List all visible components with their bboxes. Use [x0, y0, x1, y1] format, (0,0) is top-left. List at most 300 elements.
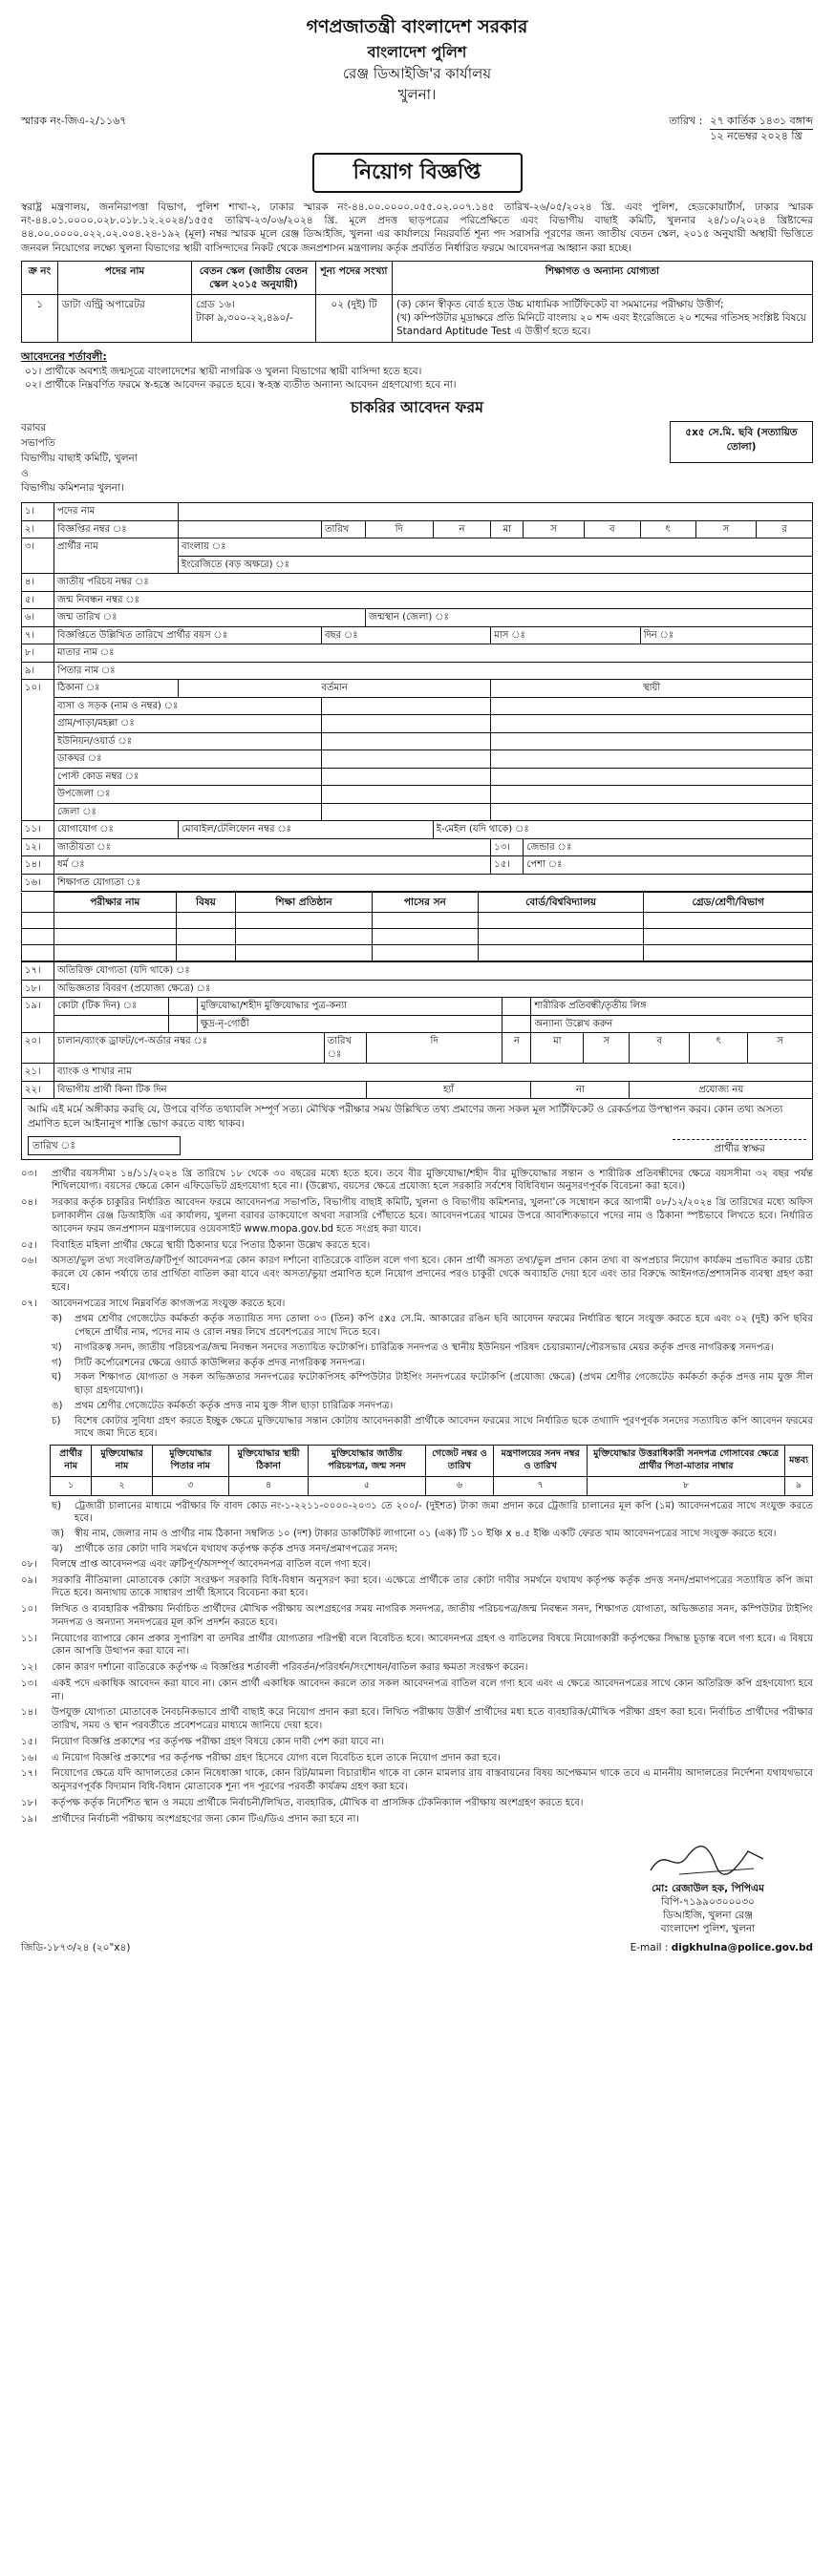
conditions-head: আবেদনের শর্তাবলী: — [21, 349, 107, 363]
form-row — [22, 697, 813, 715]
row-label: ইউনিয়ন/ওয়ার্ড ঃ — [54, 732, 322, 750]
ff-cell: ৭ — [494, 1476, 588, 1495]
edu-cell[interactable] — [644, 913, 813, 929]
note-item — [21, 1574, 813, 1601]
form-field[interactable] — [322, 803, 491, 821]
gd-number: জিডি-১৮৭৩/২৪ (২০"x৪) — [21, 1942, 131, 1954]
education-table — [21, 892, 813, 961]
form-row — [22, 980, 813, 998]
row-label: পদের নাম — [54, 503, 179, 521]
note-num: ১২। — [21, 1662, 37, 1674]
note-item — [21, 1661, 813, 1675]
note-item — [21, 1168, 813, 1194]
note-num: ১৫। — [21, 1736, 37, 1747]
note-num: ০৬। — [21, 1256, 37, 1267]
edu-cell[interactable] — [644, 945, 813, 961]
date-cell[interactable]: স — [524, 520, 585, 538]
form-row — [22, 998, 813, 1016]
application-form-table — [21, 502, 813, 892]
note-text: অসত্য/ভুল তথ্য সংবলিত/ত্রুটিপূর্ণ আবেদনপত্র কোন কারণ দর্শানো ব্যতিরেকে বাতিল বলে গণ্য হবে। কোন প্রার্থী অসত্য তথ্য/ভুল প্রদান কোন তথ্য বা অপপ্রচার নিয়োগ কার্যক্রম প্রভাবিত করার চেষ্টা করলে যে কোন পর্যায়ে তার প্রার্থিতা বাতিল করা যাবে এবং অসত্য/ভুয়া প্রমাণিত হলে নিয়োগ প্রদানের পরও চাকুরী থেকে অব্যাহতি দেয়া হবে এবং তার বিরুদ্ধে আইনগত/প্রশাসনিক ব্যবস্থা গ্রহণ করা হবে। — [52, 1256, 813, 1293]
post-table — [21, 261, 813, 343]
note-text: নিয়োগ বিজ্ঞপ্তি প্রকাশের পর কর্তৃপক্ষ পরীক্ষা গ্রহণ বিষয়ে কোন দাবী পেশ করা যাবে না। — [52, 1736, 384, 1747]
bank-field[interactable]: ব্যাংক ও শাখার নাম — [54, 1064, 813, 1082]
form-field[interactable] — [491, 768, 813, 786]
note-text: কোন কারণ দর্শানো ব্যতিরেকে কর্তৃপক্ষ এ বিজ্ঞপ্তির শর্তাবলী পরিবর্তন/পরিবর্ধন/সংশোধন/বাতিল করার ক্ষমতা সংরক্ষণ করেন। — [52, 1662, 528, 1674]
table-row — [22, 945, 813, 961]
edu-cell[interactable] — [54, 913, 177, 929]
subnote-text: স্বীয় নাম, জেলার নাম ও প্রার্থীর নাম ঠিকানা সম্বলিত ১০ (দশ) টাকার ডাকটিকিট লাগানো ০১ (এক) টি ১০ ইঞ্চি x ৪.৫ ইঞ্চি একটি ফেরত খাম আবেদনপত্রের সাথে সংযুক্ত করতে হবে। — [75, 1529, 777, 1540]
form-row — [22, 838, 813, 856]
note-text: একই পদে একাধিক আবেদন করা যাবে না। কোন প্রার্থী একাধিক আবেদন করলে তার সকল আবেদনপত্র বাতিল বলে গণ্য হবে এবং এ ক্ষেত্রে আবেদনপত্রের সাথে কোন অতিরিক্ত কপি গ্রহণযোগ্য হবে না। — [52, 1678, 813, 1702]
note-text: সরকার কর্তৃক চাকুরির নির্ধারিত আবেদন ফরমে আবেদনপত্র সভাপতি, বিভাগীয় বাছাই কমিটি, খুলনা ও বিভাগীয় কমিশনার, খুলনা'কে সম্বোধন করে আগামী ০৮/১২/২০২৪ খ্রি তারিখের মধ্যে অফিস চলাকালীন রেঞ্জ ডিআইজি এর কার্যালয়, খুলনা বরাবর ডাকযোগে অথবা সরাসরি পৌঁছাতে হবে। আবেদনপত্রের খামের উপরে আবশ্যিকভাবে পদের নাম ও ঠিকানা স্পষ্টভাবে লিখতে হবে। নির্ধারিত আবেদন ফরম জনপ্রশাসন মন্ত্রণালয়ের ওয়েবসাইট www.mopa.gov.bd হতে সংগ্রহ করা যাবে। — [52, 1197, 814, 1235]
form-row — [22, 715, 813, 733]
ff-col: মুক্তিযোদ্ধার স্থায়ী ঠিকানা — [228, 1446, 308, 1477]
ff-cell: ৩ — [152, 1476, 228, 1495]
row-label — [54, 1015, 169, 1033]
date-cell[interactable]: মা — [491, 520, 524, 538]
govt-name: গণপ্রজাতন্ত্রী বাংলাদেশ সরকার — [306, 16, 528, 37]
row-num: ১৬। — [22, 874, 54, 892]
row-label: প্রার্থীর নাম — [54, 538, 179, 574]
quota-check[interactable] — [503, 1015, 531, 1033]
form-row — [22, 768, 813, 786]
row-num: ৭। — [22, 626, 54, 644]
note-num: ১০। — [21, 1604, 37, 1615]
ff-col: প্রার্থীর নাম — [51, 1446, 92, 1477]
form-row — [22, 644, 813, 663]
note-num: ০৫। — [21, 1239, 37, 1251]
col-sl: ক্র নং — [22, 261, 58, 294]
row-num: ১৮। — [22, 980, 54, 998]
row-num — [22, 945, 54, 961]
note-num: ১৩। — [21, 1678, 37, 1689]
quota-option: মুক্তিযোদ্ধা/শহীদ মুক্তিযোদ্ধার পুত্র-কন্যা — [198, 998, 503, 1016]
row-label[interactable]: মাতার নাম ঃ — [54, 644, 813, 663]
col-post: পদের নাম — [58, 261, 192, 294]
form-field[interactable] — [491, 715, 813, 733]
row-label: বিভাগীয় প্রার্থী কিনা টিক দিন — [54, 1081, 367, 1099]
challan-field[interactable]: চালান/ব্যাংক ড্রাফট/পে-অর্ডার নম্বর ঃ — [54, 1033, 325, 1064]
subnote-text: নাগরিকত্ব সনদ, জাতীয় পরিচয়পত্র/জন্ম নিবন্ধন সনদের সত্যায়িত ফটোকপি। চারিত্রিক সনদপত্র ও স্থানীয় ইউনিয়ন পরিষদ চেয়ারম্যান/পৌরসভার মেয়র কর্তৃক প্রদত্ত নাগরিকত্ব সনদপত্র। — [75, 1341, 774, 1353]
row-num: ১৯। — [22, 998, 54, 1033]
post-grade: গ্রেড ১৬। — [196, 299, 235, 311]
row-label: ডাকঘর ঃ — [54, 750, 322, 769]
edu-cell[interactable] — [236, 913, 373, 929]
date-cell[interactable]: র — [757, 520, 813, 538]
form-row — [22, 503, 813, 521]
row-label: তারিখ ঃ — [324, 1033, 366, 1064]
ff-col: মুক্তিযোদ্ধার নাম — [92, 1446, 153, 1477]
edu-cell[interactable] — [176, 929, 235, 945]
form-address-row — [21, 421, 813, 496]
row-num: ১৩। — [491, 838, 524, 856]
post-qualification — [393, 295, 813, 343]
subnote-text: সিটি কর্পোরেশনের ক্ষেত্রে ওয়ার্ড কাউন্সিলর কর্তৃক প্রদত্ত নাগরিকত্ব সনদপত্র। — [75, 1357, 365, 1368]
application-form-table-2 — [21, 961, 813, 1099]
form-row — [22, 856, 813, 875]
edu-cell[interactable] — [478, 913, 644, 929]
option-not-applicable[interactable]: প্রযোজ্য নয় — [630, 1081, 813, 1099]
signatory-name: মো: রেজাউল হক, পিপিএম — [652, 1882, 764, 1894]
form-row — [22, 520, 813, 538]
row-num — [22, 913, 54, 929]
subnote-num: ঙ) — [52, 1400, 63, 1411]
subnote-item — [21, 1415, 813, 1442]
row-num: ৮। — [22, 644, 54, 663]
row-label: বাসা ও সড়ক (নাম ও নম্বর) ঃ — [54, 697, 322, 715]
subnote-item — [21, 1543, 813, 1556]
post-sl: ১ — [22, 295, 58, 343]
form-row — [22, 874, 813, 892]
edu-cell[interactable] — [236, 945, 373, 961]
form-field[interactable] — [322, 768, 491, 786]
note-item — [21, 1196, 813, 1235]
quota-option: অন্যান্য উল্লেখ করুন — [531, 1015, 813, 1033]
ff-cell: ১ — [51, 1476, 92, 1495]
row-label[interactable]: পিতার নাম ঃ — [54, 662, 813, 680]
address-present-head: বর্তমান — [179, 680, 491, 698]
addr-line: বিভাগীয় বাছাই কমিটি, খুলনা — [21, 452, 138, 464]
note-num: ১১। — [21, 1633, 37, 1644]
row-label: তারিখ — [322, 520, 366, 538]
date-english: ১২ নভেম্বর ২০২৪ খ্রি — [710, 129, 802, 142]
form-title: চাকরির আবেদন ফরম — [350, 397, 484, 416]
date-cell[interactable]: দি — [366, 520, 434, 538]
row-num: ১৭। — [22, 962, 54, 981]
signatory-designation: ডিআইজি, খুলনা রেঞ্জ — [663, 1909, 753, 1921]
row-num: ২১। — [22, 1064, 54, 1082]
table-row — [22, 913, 813, 929]
row-num: ২। — [22, 520, 54, 538]
ff-col: মুক্তিযোদ্ধার উত্তরাধিকারী সনদপত্র গোসাবের ক্ষেত্রে প্রার্থীর পিতা-মাতার নাম্বার — [588, 1446, 785, 1477]
age-year[interactable]: বছর ঃ — [322, 626, 491, 644]
note-text: সরকারি নীতিমালা মোতাবেক কোটা সংরক্ষণ সরকারি বিধি-বিধান অনুসরণ করা হবে। এক্ষেত্রে প্রার্থীকে তার কোটা দাবীর সমর্থনে যথাযথ কর্তৃপক্ষ কর্তৃক প্রদত্ত সনদ/প্রমাণপত্রের সত্যায়িত কপি জমা দিতে হবে। অন্যথায় তাকে সাধারণ প্রার্থী হিসাবে বিবেচনা করা হবে। — [52, 1574, 813, 1599]
addr-line: ও — [21, 467, 29, 479]
quota-option: শারীরিক প্রতিবন্ধী/তৃতীয় লিঙ্গ — [531, 998, 813, 1016]
form-address — [21, 421, 138, 496]
religion-field[interactable]: ধর্ম ঃ — [54, 856, 491, 875]
ff-cell: ৪ — [228, 1476, 308, 1495]
row-num — [22, 929, 54, 945]
note-item — [21, 1558, 813, 1572]
signatory — [603, 1836, 813, 1936]
option-no[interactable]: না — [531, 1081, 630, 1099]
note-item — [21, 1752, 813, 1765]
subnote-text: প্রথম শ্রেণীর গেজেটেড কর্মকর্তা কর্তৃক সত্যায়িত সদ্য তোলা ০৩ (তিন) কপি ৫x৫ সে.মি. আকারের রঙিন ছবি আবেদন ফরমের নির্ধারিত স্থানে সংযুক্ত করতে হবে এবং ০২ (দুই) কপি ছবির পেছনে প্রার্থীর নাম, পদের নাম ও রোল নম্বর লিখে প্রবেশপত্রের সাথে দিতে হবে। — [75, 1314, 813, 1339]
row-label[interactable]: জন্মস্থান (জেলা) ঃ — [366, 609, 813, 627]
form-field[interactable] — [179, 556, 813, 574]
notes-section — [21, 1168, 813, 1826]
note-text: নিয়োগের ব্যাপারে কোন প্রকার সুপারিশ বা তদবির প্রার্থীর যোগ্যতার পরিপন্থী বলে বিবেচিত হবে। আবেদনপত্র গ্রহণ ও বাতিলের বিষয়ে নিয়োগকারী কর্তৃপক্ষের সিদ্ধান্ত চূড়ান্ত বলে গণ্য হবে। এ বিষয়ে কোন আপত্তি উত্থাপন করা যাবে না। — [52, 1633, 813, 1658]
note-item — [21, 1736, 813, 1749]
age-month[interactable]: মাস ঃ — [491, 626, 640, 644]
declaration-text: আমি এই মর্মে অঙ্গীকার করছি যে, উপরে বর্ণিত তথ্যাবলি সম্পূর্ণ সত্য। মৌখিক পরীক্ষার সময় উল্লিখিত তথ্য প্রমাণের জন্য সকল মূল সার্টিফিকেট ও রেকর্ডপত্র উপস্থাপন করব। কোন তথ্য অসত্য প্রমাণিত হলে আইনানুগ শাস্তি ভোগ করতে বাধ্য থাকব। — [28, 1104, 783, 1130]
subnote-item — [21, 1357, 813, 1370]
quota-check[interactable] — [169, 998, 198, 1016]
form-row — [22, 732, 813, 750]
edu-cell[interactable] — [176, 945, 235, 961]
note-item — [21, 1797, 813, 1810]
subnote-item — [21, 1341, 813, 1355]
note-item — [21, 1678, 813, 1704]
row-label: উপজেলা ঃ — [54, 786, 322, 804]
subnote-num: ঘ) — [52, 1372, 62, 1383]
row-num: ৪। — [22, 574, 54, 592]
ff-cell: ৮ — [588, 1476, 785, 1495]
form-row — [22, 1033, 813, 1064]
form-field[interactable] — [491, 697, 813, 715]
office-location: খুলনা। — [397, 86, 437, 104]
note-text: কর্তৃপক্ষ কর্তৃক নির্দেশিত স্থান ও সময়ে প্রার্থীকে নির্বাচনী/লিখিত, ব্যবহারিক, মৌখিক বা প্রাসঙ্গিক টেকনিক্যাল পরীক্ষায় অংশগ্রহণ করতে হবে। — [52, 1798, 584, 1808]
form-row — [22, 1064, 813, 1082]
quota-check[interactable] — [503, 998, 531, 1016]
row-num: ১২। — [22, 838, 54, 856]
form-field[interactable] — [179, 538, 813, 557]
date-cell[interactable]: ৎ — [640, 520, 695, 538]
table-row — [22, 929, 813, 945]
row-label[interactable]: অতিরিক্ত যোগ্যতা (যদি থাকে) ঃ — [54, 962, 813, 981]
form-field[interactable] — [179, 520, 322, 538]
date-cell[interactable]: ন — [433, 520, 491, 538]
edu-cell[interactable] — [54, 945, 177, 961]
note-text: বিবাহিত মহিলা প্রার্থীর ক্ষেত্রে স্থায়ী ঠিকানার ঘরে পিতার ঠিকানা উল্লেখ করতে হবে। — [52, 1239, 371, 1251]
form-field[interactable] — [322, 750, 491, 769]
signatory-bp: বিপি-৭১৯৯০৩০০০৩০ — [661, 1895, 755, 1908]
form-row — [22, 1015, 813, 1033]
edu-cell[interactable] — [372, 929, 478, 945]
post-name: ডাটা এন্ট্রি অপারেটর — [58, 295, 192, 343]
form-field[interactable] — [322, 697, 491, 715]
date-cell[interactable]: মা — [531, 1033, 584, 1064]
education-header — [22, 893, 813, 913]
declaration-date[interactable]: তারিখ ঃ — [28, 1136, 181, 1155]
ff-col: মন্তব্য — [785, 1446, 813, 1477]
form-row — [22, 609, 813, 627]
signature-scribble-icon — [603, 1836, 813, 1882]
form-row — [22, 750, 813, 769]
row-num: ৩। — [22, 538, 54, 574]
ff-cell: ৫ — [309, 1476, 426, 1495]
note-item — [21, 1767, 813, 1794]
memo-date — [669, 115, 813, 144]
memo-row — [21, 115, 813, 144]
applicant-signature[interactable]: প্রার্থীর স্বাক্ষর — [673, 1139, 806, 1155]
subnote-num: জ) — [52, 1529, 65, 1540]
form-field[interactable] — [322, 715, 491, 733]
note-num: ১৮। — [21, 1798, 37, 1808]
note-text: এ নিয়োগ বিজ্ঞপ্তি প্রকাশের পর কর্তৃপক্ষ পরীক্ষা গ্রহণ হিসেবে যোগ্য বলে বিবেচিত হলে তাকে নিয়োগ প্রদান করা হবে। — [52, 1752, 502, 1763]
edu-cell[interactable] — [176, 913, 235, 929]
addr-line: সভাপতি — [21, 437, 55, 450]
row-num: ৯। — [22, 662, 54, 680]
note-num: ১৬। — [21, 1752, 37, 1763]
date-cell[interactable]: স — [695, 520, 757, 538]
subnote-num: ক) — [52, 1314, 63, 1325]
edu-cell[interactable] — [478, 929, 644, 945]
subnote-text: প্রথম শ্রেণীর গেজেটেড কর্মকর্তা কর্তৃক প্রদত্ত নাম যুক্ত সীল ছাড়া চারিত্রিক সনদপত্র। — [75, 1400, 394, 1411]
email-label: E-mail : — [630, 1942, 669, 1954]
post-table-header — [22, 261, 813, 294]
addr-line: বরাবর — [21, 422, 47, 434]
row-num: ১। — [22, 503, 54, 521]
subnote-text: ট্রেজারী চালানের মাধ্যমে পরীক্ষার ফি বাবদ কোড নং-১-২২১১-০০০০-২০৩১ তে ২০০/- (দুইশত) টাকা জমা প্রদান করে ট্রেজারি চালানের মূল কপি (১ম) আবেদনপত্রের সাথে সংযুক্ত করতে হবে। — [75, 1500, 813, 1525]
note-text: লিখিত ও ব্যবহারিক পরীক্ষায় নির্বাচিত প্রার্থীদের মৌখিক পরীক্ষায় অংশগ্রহণের সময় নাগরিক সনদপত্র, জাতীয় পরিচয়পত্র/জন্ম নিবন্ধন সনদ, শিক্ষাগত যোগ্যতা, অভিজ্ঞতার সনদ, কম্পিউটার টাইপিং সনদপত্র ও অন্যান্য সনদপত্রের মূল কপি প্রদর্শন করতে হবে। — [52, 1604, 813, 1628]
form-field[interactable] — [322, 732, 491, 750]
ff-cell: ২ — [92, 1476, 153, 1495]
edu-col: গ্রেড/শ্রেণী/বিভাগ — [644, 893, 813, 913]
option-yes[interactable]: হ্যাঁ — [366, 1081, 531, 1099]
quota-option: ক্ষুদ্র-নৃ-গোষ্ঠী — [198, 1015, 503, 1033]
declaration-footer — [28, 1136, 806, 1155]
note-num: ১৭। — [21, 1768, 37, 1780]
age-day[interactable]: দিন ঃ — [640, 626, 812, 644]
declaration-box — [21, 1099, 813, 1159]
subnote-num: ঝ) — [52, 1543, 63, 1554]
subnote-num: চ) — [52, 1415, 61, 1426]
form-field[interactable] — [322, 786, 491, 804]
form-row — [22, 803, 813, 821]
post-pay: টাকা ৯,৩০০-২২,৪৯০/- — [196, 312, 293, 325]
note-num: ১৪। — [21, 1707, 37, 1719]
date-cell[interactable]: দি — [366, 1033, 503, 1064]
freedom-fighter-table — [50, 1445, 813, 1495]
note-item — [21, 1813, 813, 1826]
form-row — [22, 591, 813, 609]
row-label[interactable]: জন্ম তারিখ ঃ — [54, 609, 366, 627]
row-label: পোস্ট কোড নম্বর ঃ — [54, 768, 322, 786]
ff-col: মুক্তিযোদ্ধার জাতীয় পরিচয়পত্র, জন্ম সনদ — [309, 1446, 426, 1477]
edu-col: শিক্ষা প্রতিষ্ঠান — [236, 893, 373, 913]
edu-col: পাসের সন — [372, 893, 478, 913]
date-cell[interactable]: স — [748, 1033, 813, 1064]
note-num: ০৭। — [21, 1298, 37, 1309]
edu-col: পরীক্ষার নাম — [54, 893, 177, 913]
edu-cell[interactable] — [236, 929, 373, 945]
form-row — [22, 786, 813, 804]
form-row — [22, 821, 813, 839]
note-text: উপযুক্ত যোগ্যতা মোতাবেক নৈবচনিকভাবে প্রার্থী বাছাই করে নিয়োগ প্রদান করা হবে। লিখিত পরীক্ষায় উত্তীর্ণ প্রার্থীদের মধ্য হতে ব্যবহারিক/মৌখিক পরীক্ষা গ্রহণ করা হবে। নির্বাচিত প্রার্থীদের পরীক্ষার তারিখ, সময় ও স্থান পরবর্তীতে প্রবেশপত্রের মাধ্যমে জানিয়ে দেয়া হবে। — [52, 1707, 813, 1732]
office-name: রেঞ্জ ডিআইজি'র কার্যালয় — [342, 65, 492, 83]
row-num: ৫। — [22, 591, 54, 609]
row-num — [22, 893, 54, 913]
note-item — [21, 1603, 813, 1630]
note-text: বিলম্বে প্রাপ্ত আবেদনপত্র এবং ত্রুটিপূর্ণ/অসম্পূর্ণ আবেদনপত্র বাতিল বলে গণ্য হবে। — [52, 1558, 371, 1570]
form-field[interactable] — [179, 503, 813, 521]
ff-cell: ৯ — [785, 1476, 813, 1495]
date-cell[interactable]: স — [584, 1033, 630, 1064]
subnote-num: খ) — [52, 1341, 62, 1353]
subnote-item — [21, 1313, 813, 1340]
row-num: ১৫। — [491, 856, 524, 875]
edu-cell[interactable] — [478, 945, 644, 961]
row-label[interactable]: জন্ম নিবন্ধন নম্বর ঃ — [54, 591, 813, 609]
mobile-field[interactable]: মোবাইল/টেলিফোন নম্বর ঃ — [179, 821, 434, 839]
qual-b: (খ) কম্পিউটার মুদ্রাক্ষরে প্রতি মিনিটে বাংলায় ২০ শব্দ এবং ইংরেজিতে ২০ শব্দের গতিসহ সংশ্লিষ্ট বিষয়ে Standard Aptitude Test এ উত্তীর্ণ হতে হবে। — [396, 312, 806, 338]
gender-field[interactable]: জেন্ডার ঃ — [524, 838, 813, 856]
note-num: ০৯। — [21, 1574, 37, 1586]
letterhead — [21, 15, 813, 105]
row-num: ৬। — [22, 609, 54, 627]
row-label: জেলা ঃ — [54, 803, 322, 821]
email-field[interactable]: ই-মেইল (যদি থাকে) ঃ — [433, 821, 812, 839]
form-row — [22, 662, 813, 680]
row-label: কোটা (টিক দিন) ঃ — [54, 998, 169, 1016]
form-field[interactable] — [491, 732, 813, 750]
note-text: নিয়োগের ক্ষেত্রে যদি আদালতের কোন নিষেধাজ্ঞা থাকে, কোন রিট/মামলা বিচারাধীন থাকে বা কোন মামলার রায় বাস্তবায়নের বিষয় অপেক্ষমান থাকে তবে এ মাননীয় আদালতের নির্দেশনা যথাযথভাবে অনুসরণপূর্বক বিদ্যমান বিধি-বিধান মোতাবেক শূন্য পদ পূরণের পরবর্তী কার্যক্রম গ্রহণ করা হবে। — [52, 1768, 813, 1793]
occupation-field[interactable]: পেশা ঃ — [524, 856, 813, 875]
row-label[interactable]: অভিজ্ঞতার বিবরণ (প্রযোজ্য ক্ষেত্রে) ঃ — [54, 980, 813, 998]
name-english-label: ইংরেজিতে (বড় অক্ষরে) ঃ — [182, 559, 289, 570]
form-field[interactable] — [491, 786, 813, 804]
row-label: বিজ্ঞপ্তিতে উল্লিখিত তারিখে প্রার্থীর বয়স ঃ — [54, 626, 322, 644]
post-scale — [192, 295, 316, 343]
subnote-item — [21, 1400, 813, 1413]
row-num: ১৪। — [22, 856, 54, 875]
table-row — [51, 1476, 813, 1495]
photo-box: ৫x৫ সে.মি. ছবি (সত্যায়িত তোলা) — [670, 421, 813, 463]
notice-title: নিয়োগ বিজ্ঞপ্তি — [312, 153, 523, 193]
edu-col: বিষয় — [176, 893, 235, 913]
row-label[interactable]: জাতীয় পরিচয় নম্বর ঃ — [54, 574, 813, 592]
signature-block — [21, 1836, 813, 1936]
subnote-text: বিশেষ কোটার সুবিধা গ্রহণ করতে ইচ্ছুক ক্ষেত্রে মুক্তিযোদ্ধার সন্তান কোটায় আবেদনকারী প্রার্থীকে আবেদন ফরমের সাথে নির্ধারিত ছকে তথ্যাদি পূরণপূর্বক সনদের সত্যায়িত কপি আবেদন ফরমের সাথে জমা দিতে হবে। — [75, 1415, 813, 1440]
note-text: প্রার্থীর বয়সসীমা ১৪/১১/২০২৪ খ্রি তারিখে ১৮ থেকে ৩০ বছরের মধ্যে হতে হবে। তবে বীর মুক্তিযোদ্ধা/শহীদ বীর মুক্তিযোদ্ধার সন্তান ও শারীরিক প্রতিবন্ধীদের ক্ষেত্রে বয়সসীমা ৩২ বছর পর্যন্ত শিথিলযোগ্য। বয়সের ক্ষেত্রে কোন এফিডেভিট গ্রহণযোগ্য হবে না। (উল্লেখ্য, বয়সের ক্ষেত্রে প্রযোজ্য হলে সরকারি সর্বশেষ বিধিবিধান অনুসরণপূর্বক বিবেচনা করা হবে।) — [52, 1168, 813, 1193]
signatory-org: বাংলাদেশ পুলিশ, খুলনা — [660, 1923, 756, 1935]
note-num: ১৯। — [21, 1813, 37, 1825]
note-text: প্রার্থীদের নির্বাচনী পরীক্ষায় অংশগ্রহণের জন্য কোন টিএ/ডিএ প্রদান করা হবে না। — [52, 1813, 360, 1825]
date-cell[interactable]: ব — [630, 1033, 689, 1064]
footer — [21, 1941, 813, 1954]
form-field[interactable] — [491, 750, 813, 769]
row-label: শিক্ষাগত যোগ্যতা ঃ — [54, 874, 813, 892]
form-field[interactable] — [491, 803, 813, 821]
note-item — [21, 1239, 813, 1253]
name-bangla-label: বাংলায় ঃ — [182, 541, 226, 553]
nationality-field[interactable]: জাতীয়তা ঃ — [54, 838, 491, 856]
ff-cell: ৬ — [425, 1476, 493, 1495]
row-num: ২০। — [22, 1033, 54, 1064]
edu-cell[interactable] — [644, 929, 813, 945]
note-item — [21, 1706, 813, 1733]
post-count: ০২ (দুই) টি — [316, 295, 393, 343]
subnote-num: গ) — [52, 1357, 62, 1368]
edu-cell[interactable] — [372, 945, 478, 961]
dept-name: বাংলাদেশ পুলিশ — [367, 42, 467, 61]
form-row — [22, 574, 813, 592]
edu-cell[interactable] — [372, 913, 478, 929]
date-label: তারিখ : — [669, 114, 703, 127]
intro-paragraph: স্বরাষ্ট্র মন্ত্রণালয়, জননিরাপত্তা বিভাগ, পুলিশ শাখা-২, ঢাকার স্মারক নং-৪৪.০০.০০০০.০৫৫.০২.০০৭.১৪৫ তারিখ-২৬/০৫/২০২৪ খ্রি. এবং পুলিশ, হেডকোয়ার্টার্স, ঢাকার স্মারক নং-৪৪.০১.০০০০.০২৮.০১৮.১২.২০২৪/১৫৫৫ তারিখ-২৩/০৬/২০২৪ খ্রি. মূলে প্রদত্ত ছাড়পত্রের পরিপ্রেক্ষিতে এবং বিভাগীয় বাছাই কমিটি, খুলনার ২৪/১০/২০২৪ খ্রিষ্টাব্দের ৪৪.০০.০০০০.০২২.০২.০০৪.২৪-১৯২ (মূল) নম্বর স্মারক মূলে রেঞ্জ ডিআইজি, খুলনা এর কার্যালয়ে নিয়রবর্তি শূন্য পদ সরাসরি পূরণের জন্য জাতীয় বেতন স্কেল, ২০১৫ অনুযায়ী অস্থায়ী ভিত্তিতে জনবল নিয়োগের লক্ষ্যে খুলনা বিভাগের স্থায়ী বাসিন্দাদের নিকট থেকে জনপ্রশাসন মন্ত্রণালয় কর্তৃক প্রবর্তিত নির্ধারিত ফরমে আবেদনপত্র আহ্বান করা হচ্ছে। — [21, 201, 813, 254]
col-scale: বেতন স্কেল (জাতীয় বেতন স্কেল ২০১৫ অনুযায়ী) — [192, 261, 316, 294]
ff-col: মুক্তিযোদ্ধার পিতার নাম — [152, 1446, 228, 1477]
date-bangla: ২৭ কার্তিক ১৪৩১ বঙ্গাব্দ — [710, 115, 813, 130]
date-cell[interactable]: ন — [503, 1033, 531, 1064]
row-num: ১০। — [22, 680, 54, 821]
date-cell[interactable]: ব — [584, 520, 640, 538]
row-label: গ্রাম/পাড়া/মহল্লা ঃ — [54, 715, 322, 733]
subnote-text: প্রার্থীকে তার কোটা দাবি সমর্থনে যথাযথ কর্তৃপক্ষ কর্তৃক প্রদত্ত সনদ/প্রমাণপত্রের সনদ: — [75, 1543, 398, 1554]
note-item — [21, 1255, 813, 1294]
subnote-item — [21, 1528, 813, 1541]
address-permanent-head: স্থায়ী — [491, 680, 813, 698]
email-link[interactable]: digkhulna@police.gov.bd — [671, 1942, 813, 1954]
edu-cell[interactable] — [54, 929, 177, 945]
quota-check[interactable] — [169, 1015, 198, 1033]
footer-email — [631, 1941, 813, 1954]
addr-line: বিভাগীয় কমিশনার খুলনা। — [21, 482, 124, 495]
row-label: বিজ্ঞপ্তির নম্বর ঃ — [54, 520, 179, 538]
date-cell[interactable]: ৎ — [689, 1033, 747, 1064]
